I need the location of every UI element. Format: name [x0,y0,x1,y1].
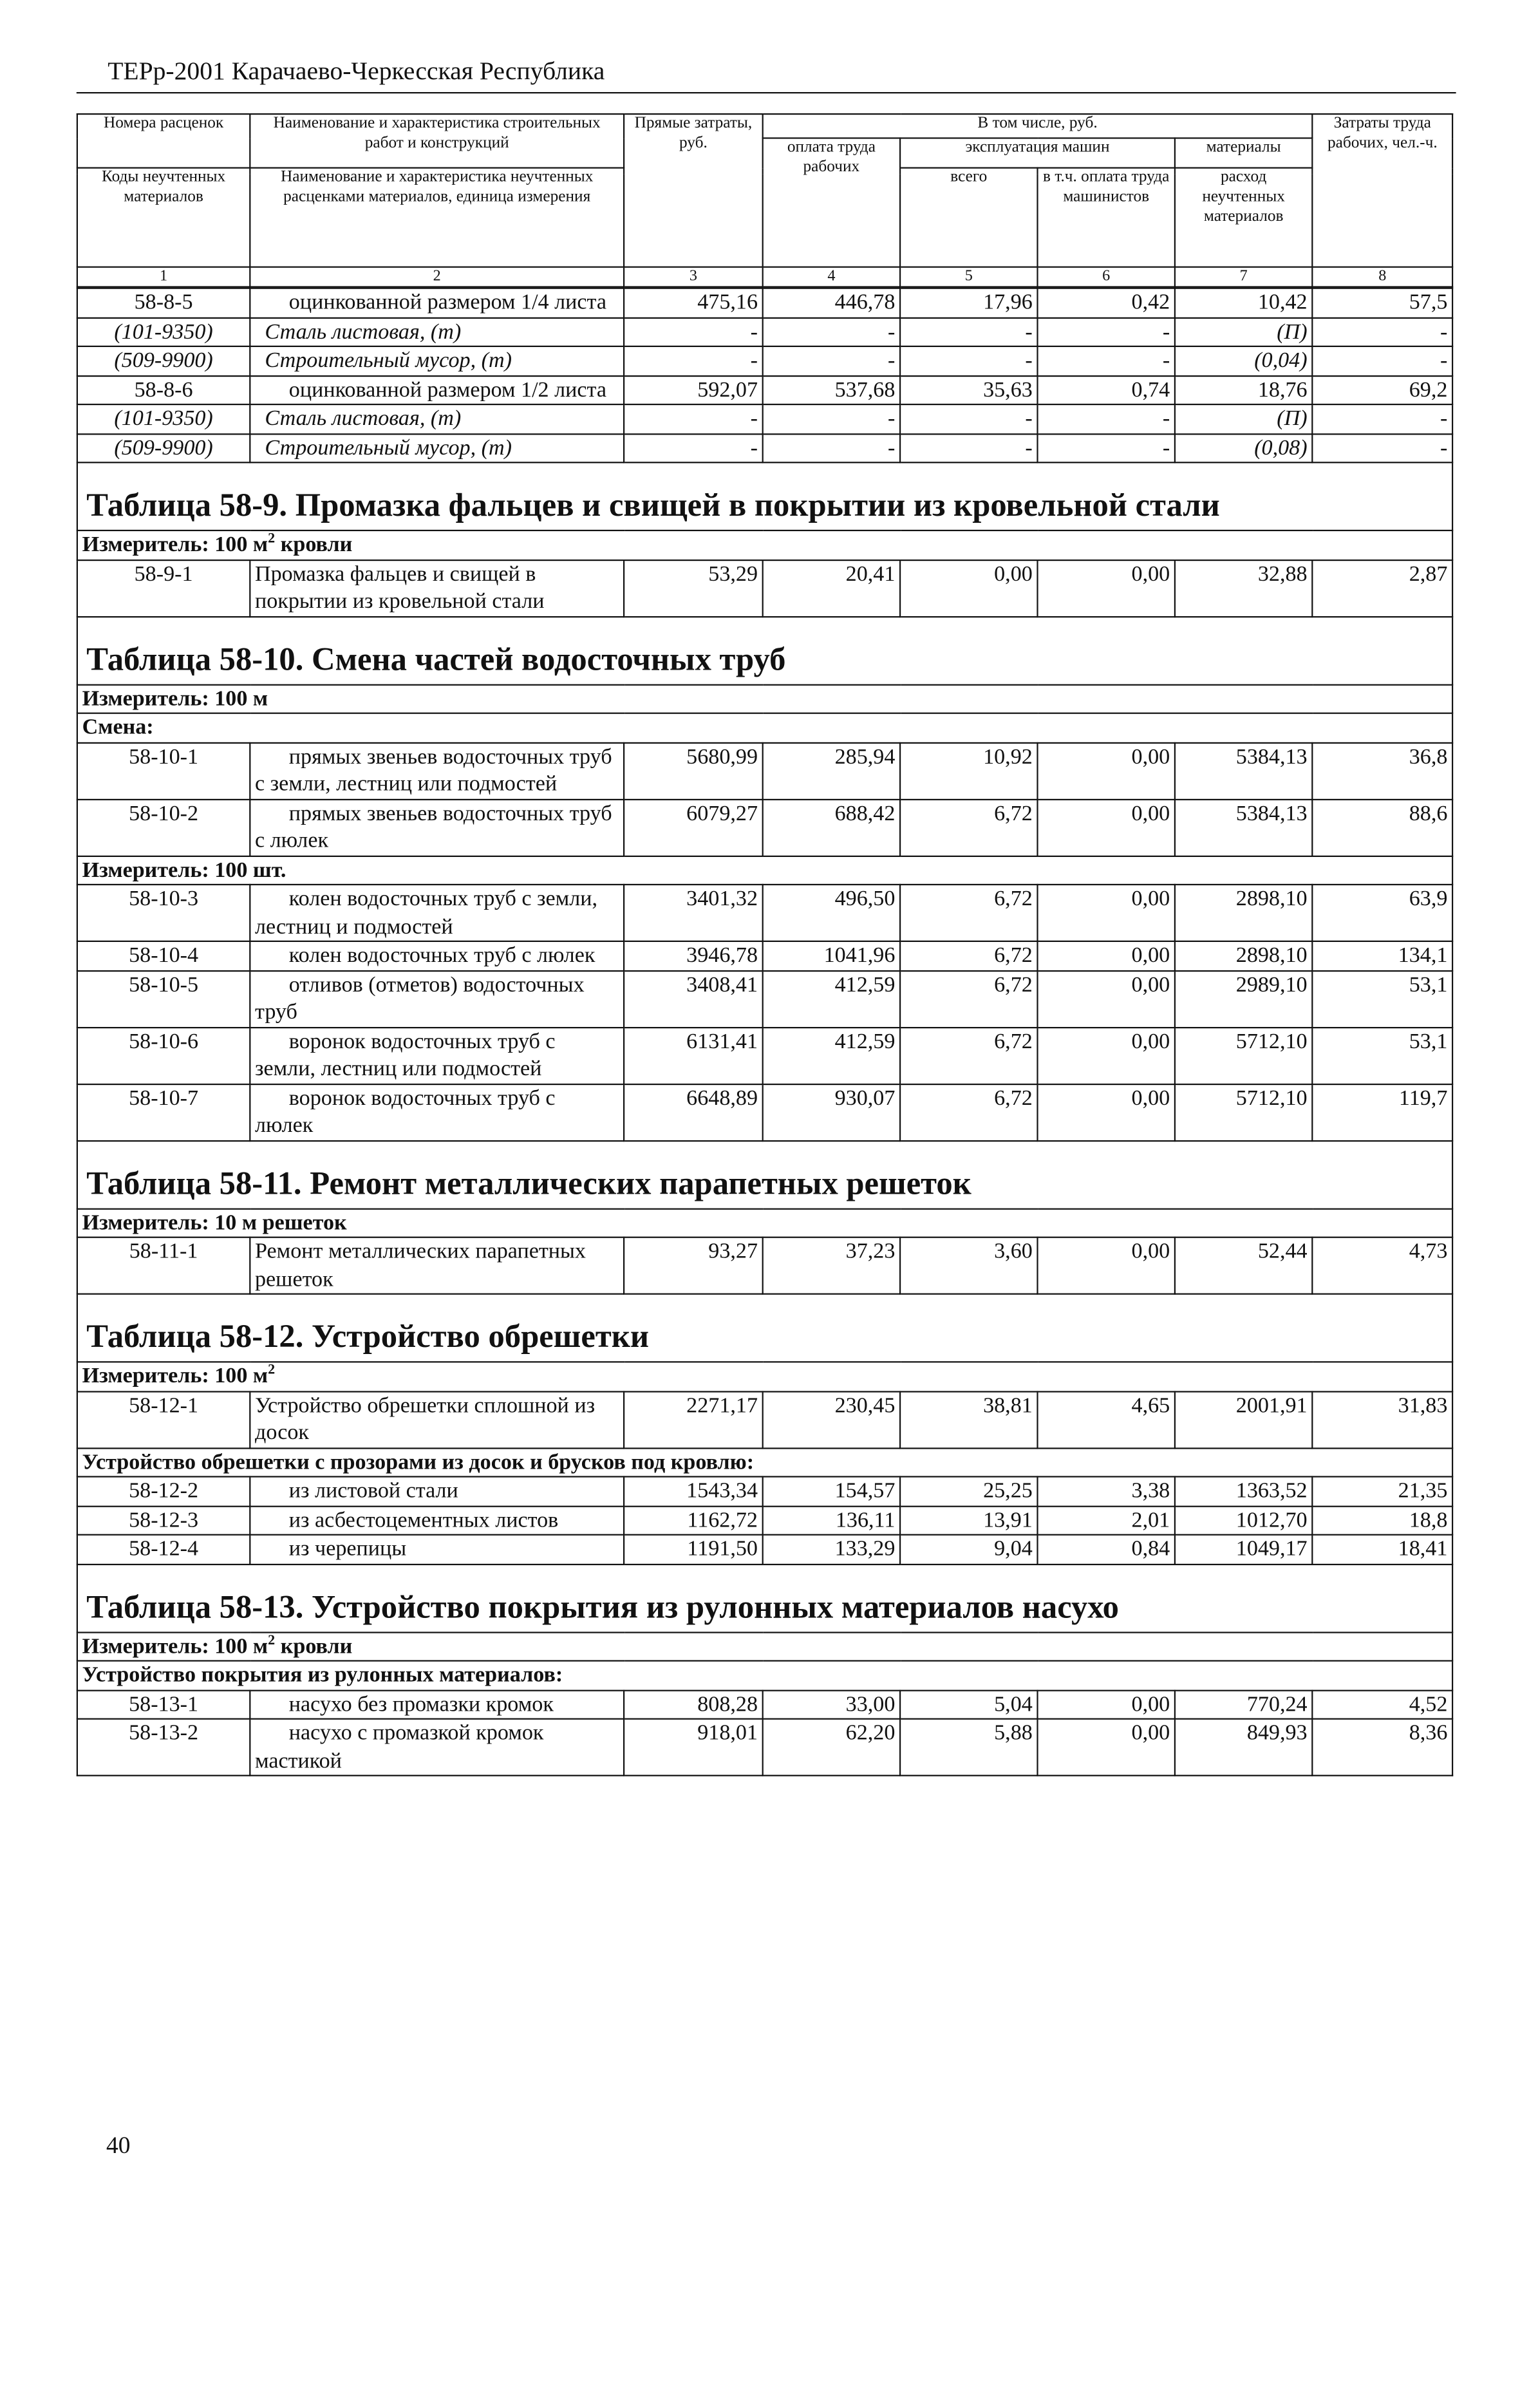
value-col-4: - [763,405,900,434]
value-col-8: 36,8 [1312,742,1452,799]
rate-name: насухо с промазкой кромок мастикой [250,1719,624,1776]
value-col-4: 412,59 [763,970,900,1027]
value-col-5: - [900,346,1037,375]
value-col-8: 18,8 [1312,1506,1452,1535]
table-header [77,113,1454,288]
value-col-8: 8,36 [1312,1719,1452,1776]
rate-code: 58-10-2 [77,799,250,856]
rate-code: 58-10-7 [77,1084,250,1140]
value-col-8: 4,73 [1312,1237,1452,1294]
value-col-7: (0,04) [1175,346,1312,375]
value-col-7: 849,93 [1175,1719,1312,1776]
value-col-4: 20,41 [763,560,900,616]
table-58-12-title: Таблица 58-12. Устройство обрешетки [86,1319,650,1355]
value-col-8: - [1312,405,1452,434]
column-number: 7 [1175,267,1313,287]
column-number: 2 [250,267,624,287]
rate-code: 58-12-2 [77,1477,250,1506]
value-col-3: - [624,317,763,346]
column-number: 6 [1038,267,1175,287]
value-col-5: - [900,317,1037,346]
value-col-7: 52,44 [1175,1237,1312,1294]
value-col-7: 770,24 [1175,1690,1312,1719]
running-head: ТЕРр-2001 Карачаево-Черкесская Республика [108,57,605,85]
value-col-5: - [900,405,1037,434]
rate-code: 58-10-4 [77,941,250,970]
value-col-6: - [1038,405,1175,434]
table-row [77,941,1452,970]
value-col-7: 1012,70 [1175,1506,1312,1535]
rate-name: прямых звеньев водосточных труб с земли, лестниц или подмостей [250,742,624,799]
header-labor-costs: Затраты труда рабочих, чел.-ч. [1312,114,1452,267]
header-machine-wage: в т.ч. оплата труда машинистов [1038,168,1175,267]
rate-name: Ремонт металлических парапетных решеток [250,1237,624,1294]
value-col-4: 37,23 [763,1237,900,1294]
rate-code: 58-11-1 [77,1237,250,1294]
header-material-codes: Коды неучтенных материалов [77,168,250,267]
value-col-4: 496,50 [763,885,900,941]
value-col-3: 3401,32 [624,885,763,941]
value-col-7: 10,42 [1175,288,1312,317]
header-wage: оплата труда рабочих [763,138,900,267]
table-58-12-rows-b [77,1477,1452,1564]
table-58-13-subheading: Устройство покрытия из рулонных материалов: [77,1661,1452,1690]
rate-name: колен водосточных труб с земли, лестниц и подмостей [250,885,624,941]
header-work-name: Наименование и характеристика строительных работ и конструкций [250,114,624,168]
table-58-9-title: Таблица 58-9. Промазка фальцев и свищей в покрытии из кровельной стали [86,487,1220,523]
header-material-consumption: расход неучтенных материалов [1175,168,1313,267]
value-col-4: 33,00 [763,1690,900,1719]
value-col-7: 5384,13 [1175,799,1312,856]
value-col-6: 0,00 [1038,742,1175,799]
value-col-3: 53,29 [624,560,763,616]
value-col-7: 18,76 [1175,375,1312,404]
header-rate-numbers: Номера расценок [77,114,250,168]
value-col-8: - [1312,346,1452,375]
value-col-3: 93,27 [624,1237,763,1294]
rate-code: (101-9350) [77,405,250,434]
rate-name: воронок водосточных труб с земли, лестниц или подмостей [250,1027,624,1084]
value-col-8: 4,52 [1312,1690,1452,1719]
value-col-4: 136,11 [763,1506,900,1535]
table-row [77,885,1452,941]
value-col-3: 3408,41 [624,970,763,1027]
value-col-8: 134,1 [1312,941,1452,970]
table-58-11-measure: Измеритель: 10 м решеток [77,1209,1452,1237]
rate-name: отливов (отметов) водосточных труб [250,970,624,1027]
header-direct-costs: Прямые затраты, руб. [624,114,763,267]
table-row [77,434,1452,463]
value-col-7: 1049,17 [1175,1535,1312,1564]
value-col-5: 35,63 [900,375,1037,404]
value-col-7: 2989,10 [1175,970,1312,1027]
rate-name: колен водосточных труб с люлек [250,941,624,970]
value-col-8: 69,2 [1312,375,1452,404]
value-col-5: 5,88 [900,1719,1037,1776]
value-col-4: - [763,346,900,375]
header-column-numbers [77,267,1452,287]
rate-code: 58-13-2 [77,1719,250,1776]
table-row [77,1237,1452,1294]
value-col-5: 6,72 [900,1027,1037,1084]
value-col-5: 6,72 [900,885,1037,941]
column-number: 4 [763,267,900,287]
value-col-4: 930,07 [763,1084,900,1140]
table-row [77,317,1452,346]
value-col-7: 1363,52 [1175,1477,1312,1506]
column-number: 3 [624,267,763,287]
value-col-4: 285,94 [763,742,900,799]
value-col-8: 31,83 [1312,1391,1452,1448]
value-col-7: 32,88 [1175,560,1312,616]
value-col-5: 17,96 [900,288,1037,317]
table-row [77,1084,1452,1140]
value-col-4: - [763,434,900,463]
value-col-5: 6,72 [900,799,1037,856]
table-58-10-measure-2: Измеритель: 100 шт. [77,856,1452,885]
value-col-8: - [1312,434,1452,463]
rate-code: 58-10-5 [77,970,250,1027]
value-col-4: 446,78 [763,288,900,317]
rate-name: из листовой стали [250,1477,624,1506]
value-col-7: 2898,10 [1175,941,1312,970]
value-col-5: 13,91 [900,1506,1037,1535]
value-col-6: 3,38 [1038,1477,1175,1506]
value-col-4: 133,29 [763,1535,900,1564]
value-col-5: 5,04 [900,1690,1037,1719]
value-col-7: 2001,91 [1175,1391,1312,1448]
table-58-10-rows-a [77,742,1452,856]
table-row [77,560,1452,616]
value-col-6: 0,84 [1038,1535,1175,1564]
value-col-5: 6,72 [900,970,1037,1027]
value-col-8: 57,5 [1312,288,1452,317]
value-col-4: - [763,317,900,346]
header-materials: материалы [1175,138,1313,168]
value-col-8: 119,7 [1312,1084,1452,1140]
value-col-3: 5680,99 [624,742,763,799]
value-col-7: (П) [1175,317,1312,346]
rate-code: (509-9900) [77,434,250,463]
rate-table [77,113,1455,2408]
table-58-10-measure-1: Измеритель: 100 м [77,684,1452,713]
table-58-11-title: Таблица 58-11. Ремонт металлических парапетных решеток [86,1165,971,1201]
value-col-4: 412,59 [763,1027,900,1084]
table-58-12-measure: Измеритель: 100 $м^2$ [77,1362,1452,1391]
rate-code: 58-10-6 [77,1027,250,1084]
value-col-5: 0,00 [900,560,1037,616]
rate-name: Устройство обрешетки сплошной из досок [250,1391,624,1448]
value-col-5: - [900,434,1037,463]
value-col-6: - [1038,317,1175,346]
value-col-8: 53,1 [1312,970,1452,1027]
value-col-6: 0,00 [1038,799,1175,856]
table-row [77,1506,1452,1535]
table-row [77,1719,1452,1776]
table-row [77,799,1452,856]
value-col-7: 5384,13 [1175,742,1312,799]
table-row [77,405,1452,434]
value-col-3: 1191,50 [624,1535,763,1564]
value-col-4: 537,68 [763,375,900,404]
rate-name: оцинкованной размером 1/4 листа [250,288,624,317]
rate-name: воронок водосточных труб с люлек [250,1084,624,1140]
rate-code: (101-9350) [77,317,250,346]
value-col-3: 475,16 [624,288,763,317]
value-col-5: 25,25 [900,1477,1037,1506]
table-58-10-subheading: Смена: [77,713,1452,742]
value-col-4: 230,45 [763,1391,900,1448]
value-col-3: 1543,34 [624,1477,763,1506]
value-col-6: 0,00 [1038,1690,1175,1719]
rate-code: 58-9-1 [77,560,250,616]
value-col-8: - [1312,317,1452,346]
table-58-9-rows [77,560,1452,616]
rate-name: Промазка фальцев и свищей в покрытии из кровельной стали [250,560,624,616]
value-col-4: 154,57 [763,1477,900,1506]
value-col-6: 0,74 [1038,375,1175,404]
value-col-3: 3946,78 [624,941,763,970]
header-machine-operation: эксплуатация машин [900,138,1175,168]
continued-section [77,288,1452,463]
value-col-6: 0,00 [1038,1237,1175,1294]
value-col-6: 0,00 [1038,1084,1175,1140]
rate-code: 58-8-6 [77,375,250,404]
table-row [77,288,1452,317]
value-col-6: 2,01 [1038,1506,1175,1535]
rate-name: из черепицы [250,1535,624,1564]
value-col-8: 88,6 [1312,799,1452,856]
value-col-6: 0,00 [1038,1719,1175,1776]
table-row [77,1535,1452,1564]
value-col-7: 5712,10 [1175,1027,1312,1084]
rate-name: прямых звеньев водосточных труб с люлек [250,799,624,856]
value-col-3: - [624,405,763,434]
rate-name: из асбестоцементных листов [250,1506,624,1535]
value-col-7: 2898,10 [1175,885,1312,941]
value-col-6: 0,00 [1038,941,1175,970]
value-col-8: 18,41 [1312,1535,1452,1564]
table-row [77,1690,1452,1719]
table-58-10-title: Таблица 58-10. Смена частей водосточных труб [86,641,786,677]
value-col-8: 63,9 [1312,885,1452,941]
value-col-7: 5712,10 [1175,1084,1312,1140]
table-58-13-title: Таблица 58-13. Устройство покрытия из рулонных материалов насухо [86,1588,1119,1624]
rate-name: насухо без промазки кромок [250,1690,624,1719]
rate-code: 58-12-1 [77,1391,250,1448]
value-col-4: 1041,96 [763,941,900,970]
value-col-8: 21,35 [1312,1477,1452,1506]
value-col-3: 808,28 [624,1690,763,1719]
value-col-5: 10,92 [900,742,1037,799]
rate-name: Строительный мусор, (т) [250,434,624,463]
rate-code: 58-10-3 [77,885,250,941]
value-col-8: 53,1 [1312,1027,1452,1084]
value-col-3: 6648,89 [624,1084,763,1140]
table-58-12-subheading: Устройство обрешетки с прозорами из досок и брусков под кровлю: [77,1448,1452,1477]
header-rule [77,92,1456,93]
column-number: 1 [77,267,250,287]
rate-code: 58-10-1 [77,742,250,799]
table-58-13-measure: Измеритель: 100 $м^2$ кровли [77,1632,1452,1661]
table-row [77,1477,1452,1506]
value-col-4: 688,42 [763,799,900,856]
value-col-6: 0,00 [1038,970,1175,1027]
column-number: 5 [900,267,1037,287]
rate-code: 58-13-1 [77,1690,250,1719]
rate-name: Сталь листовая, (т) [250,405,624,434]
value-col-5: 3,60 [900,1237,1037,1294]
value-col-6: 4,65 [1038,1391,1175,1448]
value-col-6: 0,00 [1038,560,1175,616]
table-58-12-rows-a [77,1391,1452,1448]
rate-name: оцинкованной размером 1/2 листа [250,375,624,404]
table-row [77,1027,1452,1084]
table-row [77,742,1452,799]
header-material-names: Наименование и характеристика неучтенных расценками материалов, единица измерения [250,168,624,267]
value-col-5: 6,72 [900,1084,1037,1140]
value-col-8: 2,87 [1312,560,1452,616]
rate-code: 58-8-5 [77,288,250,317]
value-col-3: 918,01 [624,1719,763,1776]
value-col-3: 6131,41 [624,1027,763,1084]
table-58-9-measure: Измеритель: 100 $м^2$ кровли [77,531,1452,560]
page-number: 40 [106,2132,131,2159]
rate-name: Сталь листовая, (т) [250,317,624,346]
value-col-5: 9,04 [900,1535,1037,1564]
value-col-3: 592,07 [624,375,763,404]
rate-code: (509-9900) [77,346,250,375]
rate-rows [77,288,1453,1776]
value-col-3: 1162,72 [624,1506,763,1535]
value-col-3: - [624,434,763,463]
value-col-3: - [624,346,763,375]
rate-code: 58-12-4 [77,1535,250,1564]
value-col-5: 38,81 [900,1391,1037,1448]
value-col-6: 0,00 [1038,885,1175,941]
table-row [77,1391,1452,1448]
value-col-5: 6,72 [900,941,1037,970]
header-including: В том числе, руб. [763,114,1313,138]
table-row [77,346,1452,375]
table-58-13-rows [77,1690,1452,1776]
table-58-11-rows [77,1237,1452,1294]
value-col-6: - [1038,346,1175,375]
value-col-6: 0,42 [1038,288,1175,317]
value-col-3: 6079,27 [624,799,763,856]
table-row [77,375,1452,404]
value-col-6: 0,00 [1038,1027,1175,1084]
value-col-7: (П) [1175,405,1312,434]
value-col-6: - [1038,434,1175,463]
column-number: 8 [1312,267,1452,287]
header-machine-total: всего [900,168,1037,267]
table-58-10-rows-b [77,885,1452,1140]
value-col-3: 2271,17 [624,1391,763,1448]
value-col-4: 62,20 [763,1719,900,1776]
rate-code: 58-12-3 [77,1506,250,1535]
table-row [77,970,1452,1027]
value-col-7: (0,08) [1175,434,1312,463]
rate-name: Строительный мусор, (т) [250,346,624,375]
